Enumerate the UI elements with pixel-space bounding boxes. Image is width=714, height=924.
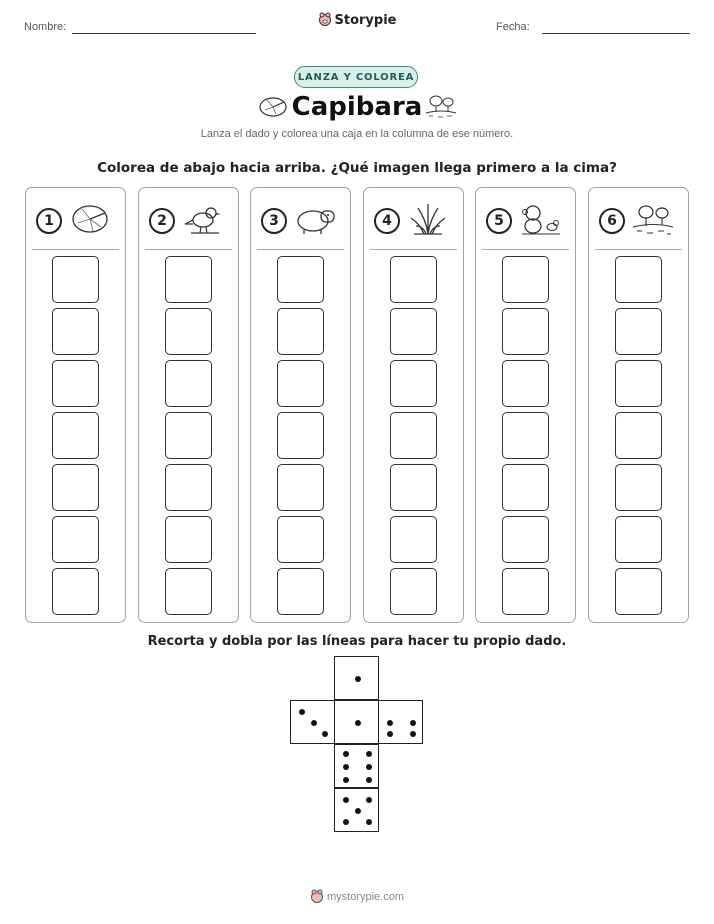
color-box[interactable] xyxy=(502,360,549,407)
column-4 xyxy=(363,187,464,623)
color-box[interactable] xyxy=(615,516,662,563)
column-2 xyxy=(138,187,239,623)
name-line xyxy=(72,33,256,34)
column-number: 6 xyxy=(599,208,625,234)
color-box[interactable] xyxy=(277,256,324,303)
color-box[interactable] xyxy=(390,256,437,303)
die-pip xyxy=(410,731,416,737)
column-number: 3 xyxy=(261,208,287,234)
color-box[interactable] xyxy=(165,568,212,615)
color-box[interactable] xyxy=(165,412,212,459)
color-box[interactable] xyxy=(615,568,662,615)
capybara-icon xyxy=(293,202,337,236)
grass-icon xyxy=(406,202,450,236)
color-box[interactable] xyxy=(165,360,212,407)
color-box[interactable] xyxy=(390,308,437,355)
column-divider xyxy=(482,249,569,250)
page-subtitle: Lanza el dado y colorea una caja en la columna de ese número. xyxy=(200,128,514,140)
color-box[interactable] xyxy=(165,256,212,303)
column-5 xyxy=(475,187,576,623)
color-box[interactable] xyxy=(502,412,549,459)
monkey-icon xyxy=(518,202,562,236)
column-3 xyxy=(250,187,351,623)
color-box[interactable] xyxy=(390,412,437,459)
instruction-text: Colorea de abajo hacia arriba. ¿Qué imagen llega primero a la cima? xyxy=(97,160,617,176)
die-pip xyxy=(343,751,349,757)
color-box[interactable] xyxy=(52,256,99,303)
color-box[interactable] xyxy=(615,412,662,459)
column-number: 1 xyxy=(36,208,62,234)
die-pip xyxy=(343,797,349,803)
brand-logo xyxy=(0,12,714,28)
column-divider xyxy=(370,249,457,250)
die-pip xyxy=(343,764,349,770)
column-number: 5 xyxy=(486,208,512,234)
brand-name: Storypie xyxy=(334,13,397,28)
color-box[interactable] xyxy=(277,516,324,563)
color-box[interactable] xyxy=(502,516,549,563)
die-pip xyxy=(343,819,349,825)
pig-logo-icon xyxy=(318,12,332,26)
die-pip xyxy=(366,777,372,783)
die-face-1 xyxy=(334,700,379,744)
page-title: Capibara xyxy=(291,92,423,122)
die-face-4 xyxy=(378,700,423,744)
color-box[interactable] xyxy=(502,256,549,303)
die-face-3 xyxy=(290,700,335,744)
die-pip xyxy=(387,731,393,737)
color-box[interactable] xyxy=(277,464,324,511)
landscape-title-icon xyxy=(424,93,458,119)
die-pip xyxy=(343,777,349,783)
landscape-icon xyxy=(631,202,675,236)
color-box[interactable] xyxy=(52,568,99,615)
color-box[interactable] xyxy=(502,308,549,355)
color-box[interactable] xyxy=(615,256,662,303)
die-pip xyxy=(410,720,416,726)
date-label: Fecha: xyxy=(496,21,530,33)
die-pip xyxy=(311,720,317,726)
column-1 xyxy=(25,187,126,623)
color-box[interactable] xyxy=(390,360,437,407)
name-label: Nombre: xyxy=(24,21,67,33)
pig-footer-icon xyxy=(310,889,324,903)
color-box[interactable] xyxy=(502,568,549,615)
color-box[interactable] xyxy=(165,308,212,355)
lily-pad-icon xyxy=(68,202,112,236)
die-pip xyxy=(355,808,361,814)
die-pip xyxy=(366,819,372,825)
die-pip xyxy=(355,676,361,682)
column-number: 2 xyxy=(149,208,175,234)
color-box[interactable] xyxy=(390,464,437,511)
die-pip xyxy=(366,797,372,803)
footer-url: mystorypie.com xyxy=(326,891,405,903)
die-pip xyxy=(366,751,372,757)
die-face-5 xyxy=(334,788,379,832)
cut-instruction: Recorta y dobla por las líneas para hacer tu propio dado. xyxy=(147,634,567,649)
color-box[interactable] xyxy=(165,464,212,511)
column-number: 4 xyxy=(374,208,400,234)
color-box[interactable] xyxy=(502,464,549,511)
color-box[interactable] xyxy=(390,568,437,615)
color-box[interactable] xyxy=(277,360,324,407)
column-divider xyxy=(257,249,344,250)
color-box[interactable] xyxy=(52,412,99,459)
die-face-1 xyxy=(334,656,379,700)
color-box[interactable] xyxy=(165,516,212,563)
die-pip xyxy=(355,720,361,726)
color-box[interactable] xyxy=(52,516,99,563)
column-6 xyxy=(588,187,689,623)
color-box[interactable] xyxy=(52,464,99,511)
die-pip xyxy=(366,764,372,770)
column-divider xyxy=(595,249,682,250)
die-pip xyxy=(299,709,305,715)
color-box[interactable] xyxy=(52,360,99,407)
footer xyxy=(0,889,714,903)
die-pip xyxy=(322,731,328,737)
color-box[interactable] xyxy=(615,360,662,407)
date-line xyxy=(542,33,690,34)
color-box[interactable] xyxy=(615,464,662,511)
activity-badge: LANZA Y COLOREA xyxy=(294,66,418,88)
color-box[interactable] xyxy=(52,308,99,355)
column-divider xyxy=(32,249,119,250)
bird-icon xyxy=(181,202,225,236)
color-box[interactable] xyxy=(277,412,324,459)
color-box[interactable] xyxy=(615,308,662,355)
die-face-6 xyxy=(334,744,379,788)
color-box[interactable] xyxy=(277,308,324,355)
color-box[interactable] xyxy=(277,568,324,615)
die-pip xyxy=(387,720,393,726)
column-divider xyxy=(145,249,232,250)
color-box[interactable] xyxy=(390,516,437,563)
